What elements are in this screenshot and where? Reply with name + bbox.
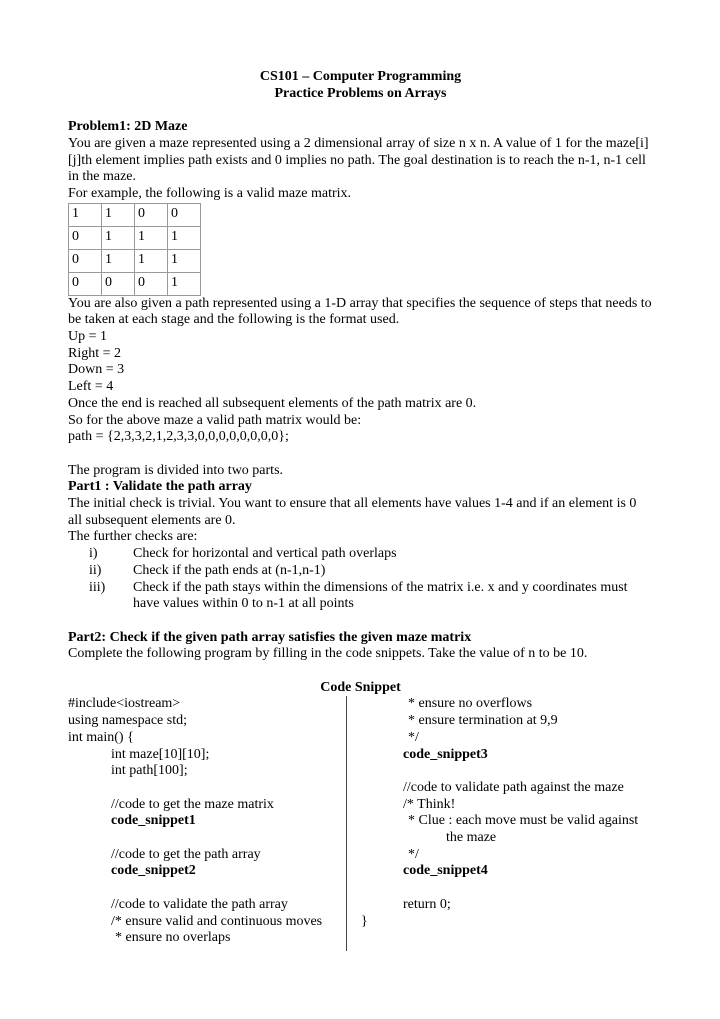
matrix-cell: 1 bbox=[168, 226, 201, 249]
matrix-cell: 1 bbox=[69, 203, 102, 226]
matrix-cell: 1 bbox=[168, 249, 201, 272]
part1-description: The initial check is trivial. You want to ensure that all elements have values 1-4 and if an element is 0 all subsequent elements are 0. bbox=[68, 496, 637, 528]
part1-heading: Part1 : Validate the path array bbox=[68, 479, 252, 495]
code-comment: * ensure no overlaps bbox=[115, 930, 231, 946]
code-line: int main() { bbox=[68, 729, 134, 745]
matrix-cell: 1 bbox=[135, 249, 168, 272]
code-right-column bbox=[347, 696, 653, 951]
direction-right: Right = 2 bbox=[68, 345, 122, 361]
code-comment: /* Think! bbox=[403, 796, 456, 812]
code-line: return 0; bbox=[403, 896, 451, 912]
page-subtitle: Practice Problems on Arrays bbox=[274, 85, 447, 101]
code-snippet-placeholder: code_snippet2 bbox=[111, 863, 196, 879]
code-comment: * Clue : each move must be valid against bbox=[408, 813, 639, 829]
code-snippet-columns bbox=[68, 696, 653, 951]
list-item bbox=[68, 580, 653, 613]
list-number: iii) bbox=[89, 579, 106, 595]
valid-path-intro: So for the above maze a valid path matrix would be: bbox=[68, 412, 362, 428]
matrix-cell: 0 bbox=[135, 203, 168, 226]
code-comment: //code to get the path array bbox=[111, 846, 261, 862]
direction-down: Down = 3 bbox=[68, 362, 125, 378]
list-number: i) bbox=[89, 546, 98, 562]
code-comment: */ bbox=[408, 846, 419, 862]
maze-matrix-table bbox=[68, 203, 201, 296]
code-line: using namespace std; bbox=[68, 713, 187, 729]
code-left-column bbox=[68, 696, 347, 951]
code-comment: * ensure termination at 9,9 bbox=[408, 713, 558, 729]
table-row bbox=[69, 272, 201, 295]
code-line: #include<iostream> bbox=[68, 696, 181, 712]
list-number: ii) bbox=[89, 562, 102, 578]
course-title: CS101 – Computer Programming bbox=[259, 69, 462, 84]
part2-heading: Part2: Check if the given path array satisfies the given maze matrix bbox=[68, 629, 472, 645]
direction-left: Left = 4 bbox=[68, 379, 114, 395]
matrix-cell: 1 bbox=[102, 203, 135, 226]
list-text: Check if the path stays within the dimensions of the matrix i.e. x and y coordinates must have values within 0 to n-1 at all points bbox=[133, 579, 628, 612]
table-row bbox=[69, 203, 201, 226]
list-text: Check if the path ends at (n-1,n-1) bbox=[133, 562, 326, 578]
end-note: Once the end is reached all subsequent elements of the path matrix are 0. bbox=[68, 395, 477, 411]
path-intro: You are also given a path represented using a 1-D array that specifies the sequence of steps that needs to be taken at each stage and the following is the format used. bbox=[68, 295, 652, 328]
list-text: Check for horizontal and vertical path overlaps bbox=[133, 546, 397, 562]
code-snippet-placeholder: code_snippet4 bbox=[403, 863, 488, 879]
matrix-cell: 0 bbox=[102, 272, 135, 295]
matrix-cell: 0 bbox=[168, 203, 201, 226]
divided-note: The program is divided into two parts. bbox=[68, 462, 284, 478]
further-checks-label: The further checks are: bbox=[68, 529, 198, 545]
document-page bbox=[68, 69, 653, 951]
example-intro: For example, the following is a valid maze matrix. bbox=[68, 185, 352, 201]
direction-up: Up = 1 bbox=[68, 329, 108, 345]
table-row bbox=[69, 249, 201, 272]
code-comment: //code to validate path against the maze bbox=[403, 779, 624, 795]
list-item bbox=[68, 563, 653, 580]
matrix-cell: 1 bbox=[102, 226, 135, 249]
code-comment: * ensure no overflows bbox=[408, 696, 533, 712]
list-item bbox=[68, 546, 653, 563]
matrix-cell: 1 bbox=[102, 249, 135, 272]
part2-description: Complete the following program by filling in the code snippets. Take the value of n to be 10. bbox=[68, 646, 588, 662]
code-line: int path[100]; bbox=[111, 763, 188, 779]
code-comment: //code to get the maze matrix bbox=[111, 796, 274, 812]
matrix-cell: 1 bbox=[168, 272, 201, 295]
code-line: } bbox=[361, 913, 368, 929]
matrix-cell: 1 bbox=[135, 226, 168, 249]
code-line: int maze[10][10]; bbox=[111, 746, 210, 762]
problem-heading: Problem1: 2D Maze bbox=[68, 119, 188, 135]
path-example: path = {2,3,3,2,1,2,3,3,0,0,0,0,0,0,0,0}; bbox=[68, 429, 289, 445]
checks-list bbox=[68, 546, 653, 613]
code-comment: */ bbox=[408, 729, 419, 745]
code-comment: //code to validate the path array bbox=[111, 896, 288, 912]
matrix-cell: 0 bbox=[69, 249, 102, 272]
code-snippet-placeholder: code_snippet3 bbox=[403, 746, 488, 762]
matrix-cell: 0 bbox=[69, 226, 102, 249]
matrix-cell: 0 bbox=[135, 272, 168, 295]
matrix-cell: 0 bbox=[69, 272, 102, 295]
problem-intro: You are given a maze represented using a 2 dimensional array of size n x n. A value of 1 for the maze[i][j]th element implies path exists and 0 implies no path. The goal destination is to reach the n-1, n-1 cell in the maze. bbox=[68, 135, 649, 185]
table-row bbox=[69, 226, 201, 249]
code-snippet-title: Code Snippet bbox=[320, 679, 401, 695]
code-snippet-placeholder: code_snippet1 bbox=[111, 813, 196, 829]
code-comment: /* ensure valid and continuous moves bbox=[111, 913, 323, 929]
code-comment: the maze bbox=[446, 830, 497, 846]
